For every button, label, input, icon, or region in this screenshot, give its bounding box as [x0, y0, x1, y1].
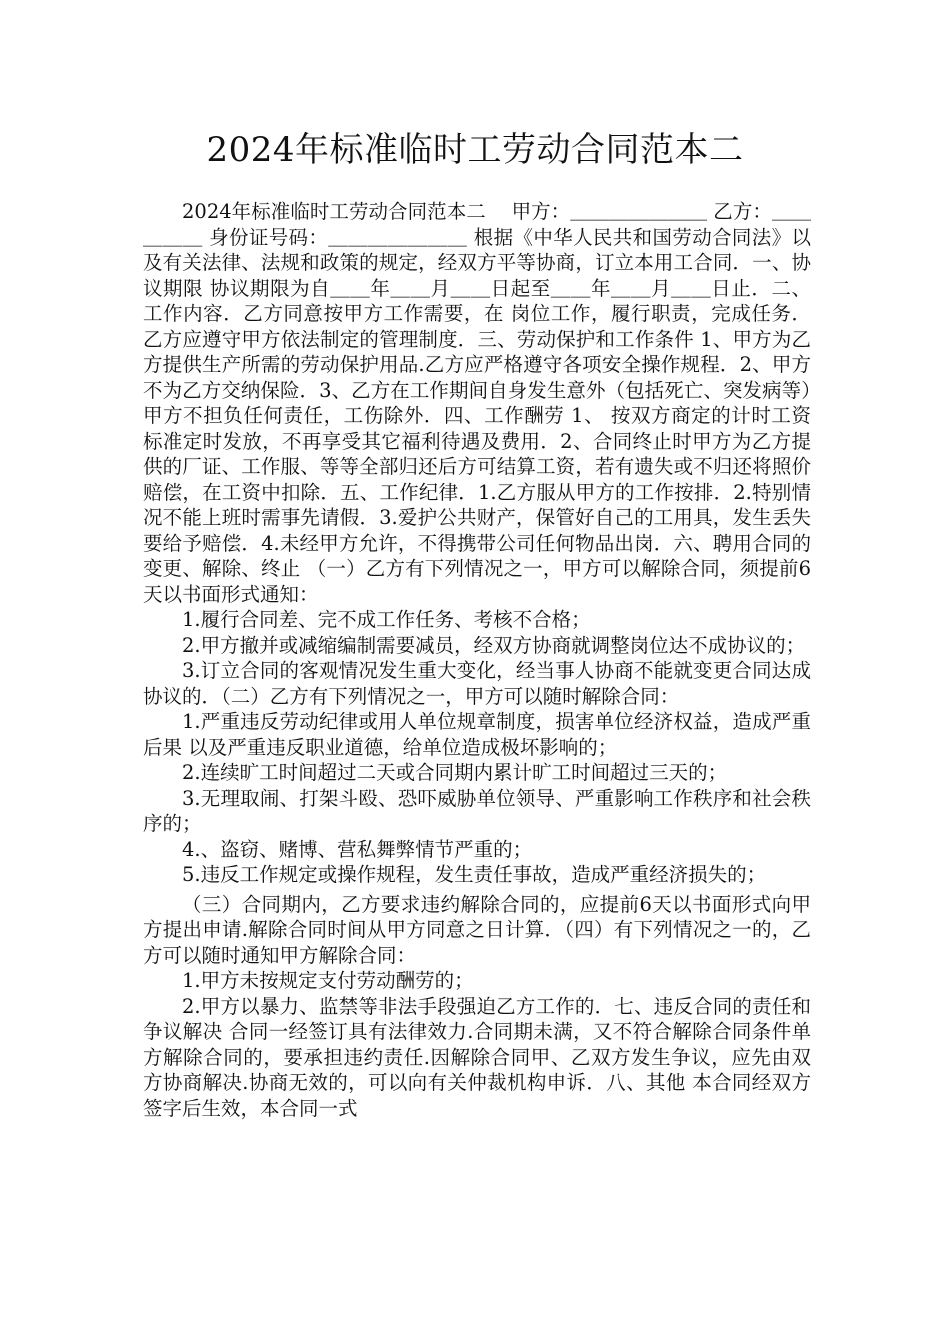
document-title: 2024年标准临时工劳动合同范本二 — [206, 130, 744, 170]
paragraph-clause-1-3: 3.订立合同的客观情况发生重大变化，经当事人协商不能就变更合同达成协议的．（二）乙方有下列情况之一，甲方可以随时解除合同： — [143, 659, 811, 708]
paragraph-clause-2-2: 2.连续旷工时间超过二天或合同期内累计旷工时间超过三天的； — [182, 761, 728, 784]
paragraph-clause-2-3: 3.无理取闹、打架斗殴、恐吓威胁单位领导、严重影响工作秩序和社会秩序的； — [143, 786, 811, 835]
paragraph-clause-2-4: 4.、盗窃、赌博、营私舞弊情节严重的； — [182, 837, 533, 861]
paragraph-clause-4-2: 2.甲方以暴力、监禁等非法手段强迫乙方工作的．七、违反合同的责任和争议解决 合同一经签订具有法律效力.合同期未满，又不符合解除合同条件单方解除合同的，要承担违约责任.因解除合同甲、乙双方发生争议，应先由双方协商解决.协商无效的，可以向有关仲裁机构申诉．八、其他 本合同经双方签字后生效，本合同一式 — [143, 994, 811, 1120]
paragraph-clause-2-5: 5.违反工作规定或操作规程，发生责任事故，造成严重经济损失的； — [182, 863, 767, 886]
paragraph-clause-4-1: 1.甲方未按规定支付劳动酬劳的； — [182, 969, 474, 992]
paragraph-clause-1-1: 1.履行合同差、完不成工作任务、考核不合格； — [182, 608, 591, 631]
document-body — [143, 199, 811, 1121]
paragraph-intro: 2024年标准临时工劳动合同范本二 甲方：＿＿＿＿＿＿＿ 乙方：＿＿＿＿＿ 身份证号码：＿＿＿＿＿＿＿ 根据《中华人民共和国劳动合同法》以及有关法律、法规和政策的规定，经双方平等协商，订立本用工合同．一、协议期限 协议期限为自＿＿年＿＿月＿＿日起至＿＿年＿＿月＿＿日止．二、工作内容．乙方同意按甲方工作需要，在 岗位工作，履行职责，完成任务．乙方应遵守甲方依法制定的管理制度．三、劳动保护和工作条件 1、甲方为乙方提供生产所需的劳动保护用品.乙方应严格遵守各项安全操作规程．2、甲方不为乙方交纳保险．3、乙方在工作期间自身发生意外（包括死亡、突发病等）甲方不担负任何责任，工伤除外．四、工作酬劳 1、 按双方商定的计时工资标准定时发放，不再享受其它福利待遇及费用．2、合同终止时甲方为乙方提供的厂证、工作服、等等全部归还后方可结算工资，若有遗失或不归还将照价赔偿，在工资中扣除．五、工作纪律．1.乙方服从甲方的工作按排．2.特别情况不能上班时需事先请假．3.爱护公共财产，保管好自己的工用具，发生丢失要给予赔偿．4.未经甲方允许，不得携带公司任何物品出岗．六、聘用合同的变更、解除、终止 （一）乙方有下列情况之一，甲方可以解除合同，须提前6天以书面形式通知： — [143, 200, 811, 606]
paragraph-clause-1-2: 2.甲方撤并或减缩编制需要减员，经双方协商就调整岗位达不成协议的； — [182, 633, 806, 657]
paragraph-clause-2-1: 1.严重违反劳动纪律或用人单位规章制度，损害单位经济权益，造成严重后果 以及严重违反职业道德，给单位造成极坏影响的； — [143, 710, 811, 759]
paragraph-section-3: （三）合同期内，乙方要求违约解除合同的，应提前6天以书面形式向甲方提出申请.解除合同时间从甲方同意之日计算．（四）有下列情况之一的，乙方可以随时通知甲方解除合同： — [143, 892, 811, 967]
